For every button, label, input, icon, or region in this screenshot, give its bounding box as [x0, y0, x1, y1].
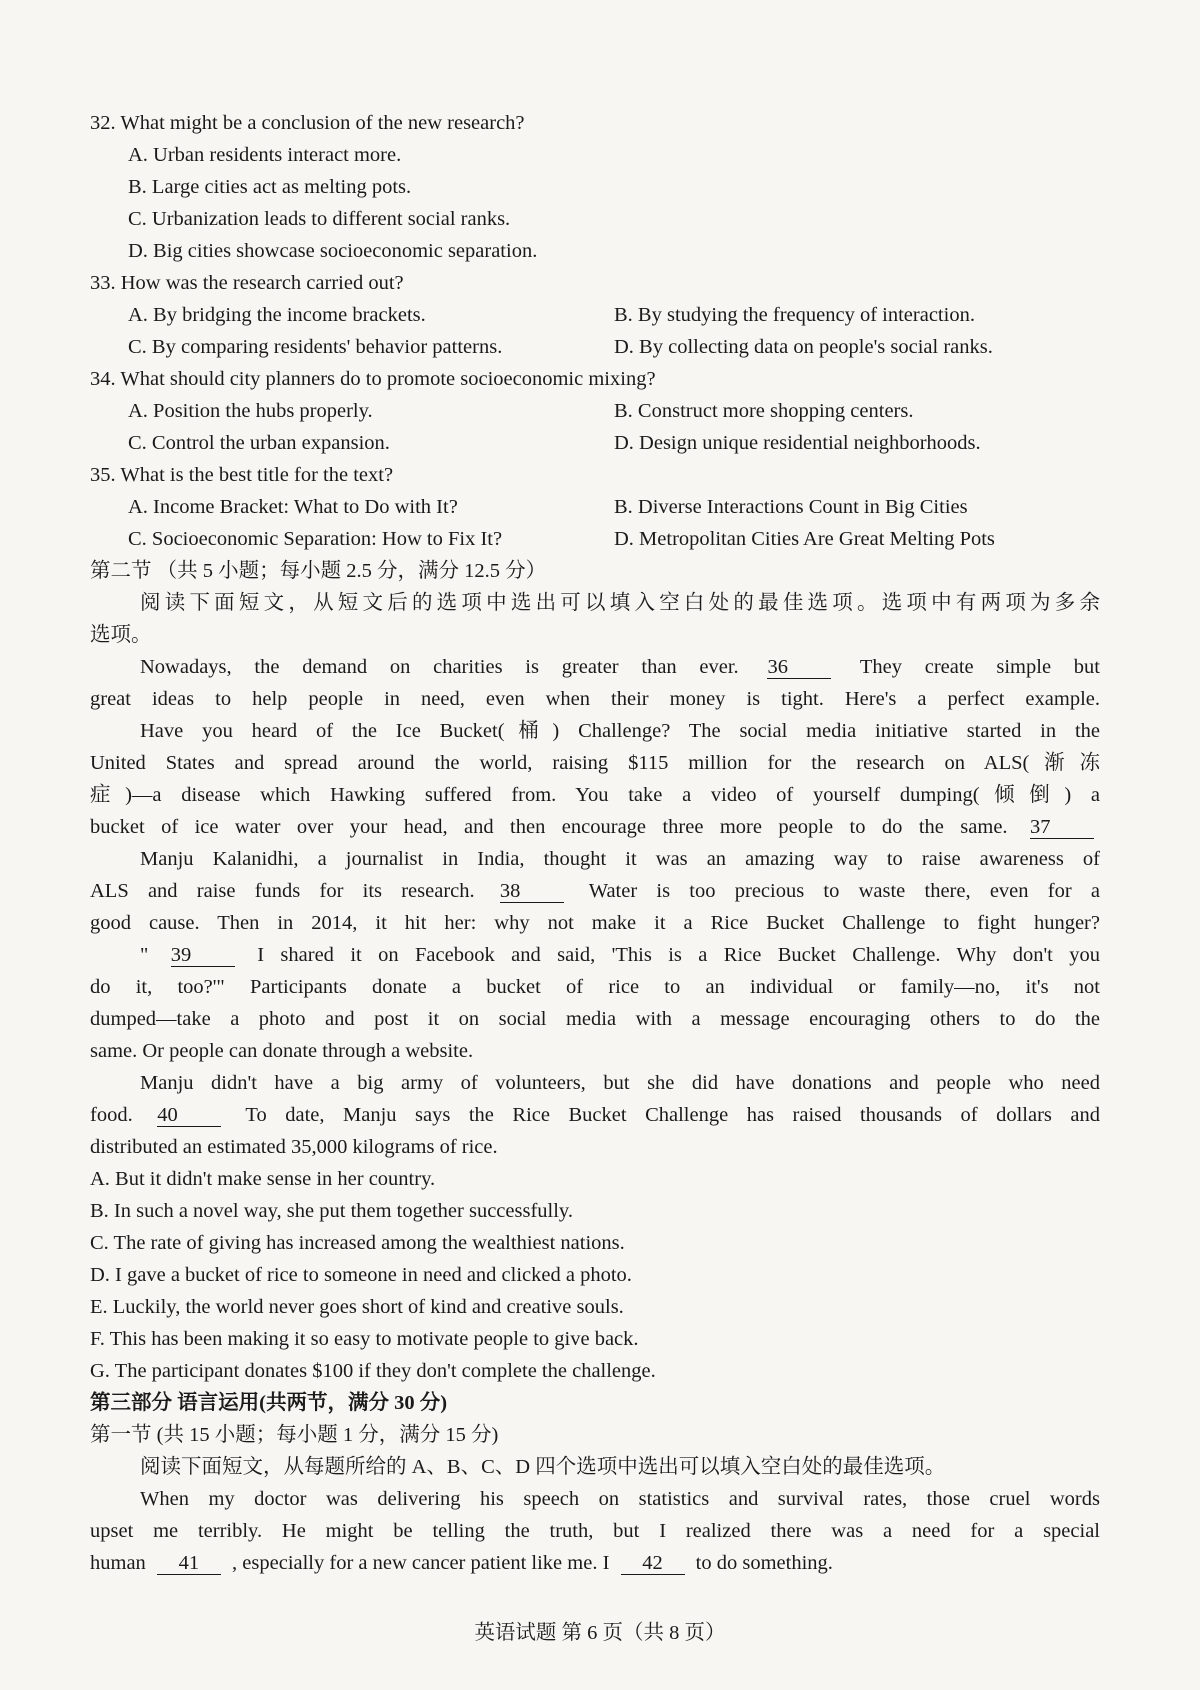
blank-39: 39	[171, 944, 235, 967]
section2-heading: 第二节 （共 5 小题；每小题 2.5 分，满分 12.5 分）	[90, 560, 547, 582]
blank-40: 40	[157, 1104, 221, 1127]
passage-line: distributed an estimated 35,000 kilograms of rice.	[90, 1136, 498, 1158]
passage-line: same. Or people can donate through a website.	[90, 1040, 474, 1062]
passage-line: good cause. Then in 2014, it hit her: why not make it a Rice Bucket Challenge to fight hunger?	[90, 912, 1100, 934]
q32-option-c: C. Urbanization leads to different social ranks.	[128, 208, 511, 230]
q34-option-b: B. Construct more shopping centers.	[614, 400, 914, 422]
part3-instructions: 阅读下面短文，从每题所给的 A、B、C、D 四个选项中选出可以填入空白处的最佳选项。	[140, 1456, 946, 1478]
q32-option-d: D. Big cities showcase socioeconomic separation.	[128, 240, 538, 262]
passage-text: To date, Manju says the Rice Bucket Challenge has raised thousands of dollars and	[245, 1104, 1100, 1126]
q35-option-a: A. Income Bracket: What to Do with It?	[128, 496, 458, 518]
section2-instructions-line2: 选项。	[90, 624, 152, 646]
passage-text: , especially for a new cancer patient like me. I	[232, 1552, 610, 1574]
section2-instructions-line1: 阅读下面短文，从短文后的选项中选出可以填入空白处的最佳选项。选项中有两项为多余	[140, 592, 1100, 614]
passage-text: Water is too precious to waste there, even for a	[588, 880, 1100, 902]
option-a: A. But it didn't make sense in her country.	[90, 1168, 436, 1190]
blank-37: 37	[1030, 816, 1094, 839]
blank-41: 41	[157, 1552, 221, 1575]
q33-option-b: B. By studying the frequency of interaction.	[614, 304, 975, 326]
passage-line: do it, too?'" Participants donate a bucket of rice to an individual or family—no, it's not	[90, 976, 1100, 998]
q32-option-a: A. Urban residents interact more.	[128, 144, 402, 166]
passage-line: Have you heard of the Ice Bucket(桶) Challenge? The social media initiative started in the	[140, 720, 1100, 742]
passage-line: United States and spread around the world, raising $115 million for the research on ALS(渐冻	[90, 752, 1100, 774]
passage-text: to do something.	[695, 1552, 833, 1574]
passage-line: When my doctor was delivering his speech on statistics and survival rates, those cruel words	[140, 1488, 1100, 1510]
q35-option-b: B. Diverse Interactions Count in Big Cities	[614, 496, 968, 518]
blank-38: 38	[500, 880, 564, 903]
passage-text: Nowadays, the demand on charities is greater than ever.	[140, 656, 739, 678]
option-f: F. This has been making it so easy to motivate people to give back.	[90, 1328, 639, 1350]
passage-text: I shared it on Facebook and said, 'This is a Rice Bucket Challenge. Why don't you	[257, 944, 1101, 966]
passage-line	[140, 940, 1100, 970]
passage-line: upset me terribly. He might be telling the truth, but I realized there was a need for a special	[90, 1520, 1100, 1542]
passage-line	[140, 652, 1100, 682]
passage-text: food.	[90, 1104, 133, 1126]
passage-text: They create simple but	[859, 656, 1100, 678]
q35-option-d: D. Metropolitan Cities Are Great Melting Pots	[614, 528, 995, 550]
passage-line: great ideas to help people in need, even when their money is tight. Here's a perfect example.	[90, 688, 1100, 710]
passage-text: "	[140, 944, 149, 966]
q32-option-b: B. Large cities act as melting pots.	[128, 176, 412, 198]
passage-line	[90, 1548, 833, 1578]
q34-option-d: D. Design unique residential neighborhoods.	[614, 432, 981, 454]
q35-option-c: C. Socioeconomic Separation: How to Fix It?	[128, 528, 503, 550]
q34-option-c: C. Control the urban expansion.	[128, 432, 390, 454]
blank-36: 36	[767, 656, 831, 679]
part3-heading: 第三部分 语言运用(共两节，满分 30 分)	[90, 1392, 448, 1414]
q35-stem: 35. What is the best title for the text?	[90, 464, 394, 486]
passage-text: ALS and raise funds for its research.	[90, 880, 475, 902]
q34-stem: 34. What should city planners do to promote socioeconomic mixing?	[90, 368, 656, 390]
blank-42: 42	[621, 1552, 685, 1575]
passage-text: bucket of ice water over your head, and then encourage three more people to do the same.	[90, 816, 1008, 838]
option-b: B. In such a novel way, she put them together successfully.	[90, 1200, 573, 1222]
q33-option-c: C. By comparing residents' behavior patterns.	[128, 336, 503, 358]
option-e: E. Luckily, the world never goes short of kind and creative souls.	[90, 1296, 624, 1318]
passage-line: Manju Kalanidhi, a journalist in India, thought it was an amazing way to raise awareness of	[140, 848, 1100, 870]
page-footer: 英语试题 第 6 页（共 8 页）	[474, 1622, 726, 1644]
passage-line	[90, 1100, 1100, 1130]
q32-stem: 32. What might be a conclusion of the new research?	[90, 112, 525, 134]
q33-stem: 33. How was the research carried out?	[90, 272, 404, 294]
option-d: D. I gave a bucket of rice to someone in need and clicked a photo.	[90, 1264, 632, 1286]
passage-line: Manju didn't have a big army of volunteers, but she did have donations and people who need	[140, 1072, 1100, 1094]
passage-line	[90, 812, 1100, 842]
passage-line: dumped—take a photo and post it on social media with a message encouraging others to do the	[90, 1008, 1100, 1030]
part3-section1-heading: 第一节 (共 15 小题；每小题 1 分，满分 15 分)	[90, 1424, 499, 1446]
q34-option-a: A. Position the hubs properly.	[128, 400, 373, 422]
option-c: C. The rate of giving has increased among the wealthiest nations.	[90, 1232, 625, 1254]
q33-option-d: D. By collecting data on people's social ranks.	[614, 336, 993, 358]
passage-line: 症)—a disease which Hawking suffered from. You take a video of yourself dumping(倾倒) a	[90, 784, 1100, 806]
passage-line	[90, 876, 1100, 906]
q33-option-a: A. By bridging the income brackets.	[128, 304, 426, 326]
option-g: G. The participant donates $100 if they don't complete the challenge.	[90, 1360, 656, 1382]
passage-text: human	[90, 1552, 146, 1574]
